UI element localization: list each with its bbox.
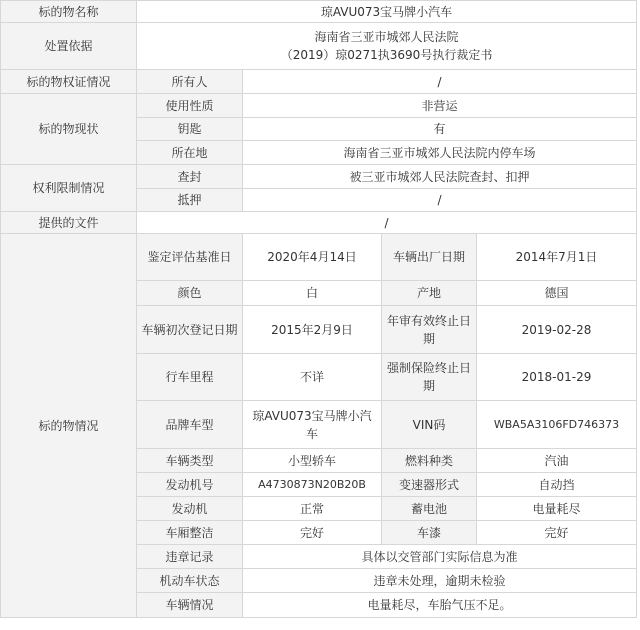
detail-label: 发动机号 xyxy=(137,473,243,497)
detail-label: 燃料种类 xyxy=(382,449,477,473)
detail-row xyxy=(1,234,637,281)
detail-label: 年审有效终止日期 xyxy=(382,306,477,354)
detail-value: A4730873N20B20B xyxy=(243,473,382,497)
detail-label: VIN码 xyxy=(382,401,477,449)
row-current-status xyxy=(1,94,637,118)
detail-value: 德国 xyxy=(477,281,637,306)
detail-value: WBA5A3106FD746373 xyxy=(477,401,637,449)
detail-value: 自动挡 xyxy=(477,473,637,497)
detail-label: 鉴定评估基准日 xyxy=(137,234,243,281)
detail-label: 发动机 xyxy=(137,497,243,521)
violation-value: 具体以交管部门实际信息为准 xyxy=(243,545,637,569)
detail-value: 2020年4月14日 xyxy=(243,234,382,281)
detail-label: 车漆 xyxy=(382,521,477,545)
disposal-basis-label: 处置依据 xyxy=(1,23,137,70)
detail-value: 2019-02-28 xyxy=(477,306,637,354)
detail-label: 车辆初次登记日期 xyxy=(137,306,243,354)
detail-label: 产地 xyxy=(382,281,477,306)
restrictions-label: 权利限制情况 xyxy=(1,165,137,212)
detail-label: 蓄电池 xyxy=(382,497,477,521)
row-disposal-basis xyxy=(1,23,637,70)
detail-label: 品牌车型 xyxy=(137,401,243,449)
row-restrictions xyxy=(1,165,637,189)
detail-value: 汽油 xyxy=(477,449,637,473)
usage-value: 非营运 xyxy=(243,94,637,118)
detail-value: 2015年2月9日 xyxy=(243,306,382,354)
detail-label: 车厢整洁 xyxy=(137,521,243,545)
detail-label: 变速器形式 xyxy=(382,473,477,497)
detail-value: 正常 xyxy=(243,497,382,521)
mortgage-value: / xyxy=(243,189,637,212)
keys-value: 有 xyxy=(243,118,637,141)
location-value: 海南省三亚市城郊人民法院内停车场 xyxy=(243,141,637,165)
vehicle-status-value: 违章未处理，逾期未检验 xyxy=(243,569,637,593)
disposal-basis-value xyxy=(137,23,637,70)
row-ownership xyxy=(1,70,637,94)
mortgage-label: 抵押 xyxy=(137,189,243,212)
detail-label: 行车里程 xyxy=(137,354,243,401)
current-status-label: 标的物现状 xyxy=(1,94,137,165)
vehicle-condition-value: 电量耗尽，车胎气压不足。 xyxy=(243,593,637,618)
documents-label: 提供的文件 xyxy=(1,212,137,234)
documents-value: / xyxy=(137,212,637,234)
vehicle-condition-label: 车辆情况 xyxy=(137,593,243,618)
usage-label: 使用性质 xyxy=(137,94,243,118)
item-name-label: 标的物名称 xyxy=(1,1,137,23)
row-item-name xyxy=(1,1,637,23)
item-name-value: 琼AVU073宝马牌小汽车 xyxy=(137,1,637,23)
disposal-basis-ruling: （2019）琼0271执3690号执行裁定书 xyxy=(280,48,493,62)
detail-label: 颜色 xyxy=(137,281,243,306)
detail-value: 小型轿车 xyxy=(243,449,382,473)
location-label: 所在地 xyxy=(137,141,243,165)
keys-label: 钥匙 xyxy=(137,118,243,141)
owner-label: 所有人 xyxy=(137,70,243,94)
seizure-value: 被三亚市城郊人民法院查封、扣押 xyxy=(243,165,637,189)
detail-value: 完好 xyxy=(477,521,637,545)
detail-value: 不详 xyxy=(243,354,382,401)
detail-value: 2018-01-29 xyxy=(477,354,637,401)
vehicle-status-label: 机动车状态 xyxy=(137,569,243,593)
detail-value: 完好 xyxy=(243,521,382,545)
detail-label: 车辆出厂日期 xyxy=(382,234,477,281)
detail-label: 车辆类型 xyxy=(137,449,243,473)
detail-value: 电量耗尽 xyxy=(477,497,637,521)
row-documents xyxy=(1,212,637,234)
situation-label: 标的物情况 xyxy=(1,234,137,618)
disposal-basis-court: 海南省三亚市城郊人民法院 xyxy=(314,30,459,44)
detail-value: 琼AVU073宝马牌小汽车 xyxy=(243,401,382,449)
seizure-label: 查封 xyxy=(137,165,243,189)
owner-value: / xyxy=(243,70,637,94)
detail-value: 白 xyxy=(243,281,382,306)
detail-value: 2014年7月1日 xyxy=(477,234,637,281)
ownership-label: 标的物权证情况 xyxy=(1,70,137,94)
detail-label: 强制保险终止日期 xyxy=(382,354,477,401)
violation-label: 违章记录 xyxy=(137,545,243,569)
